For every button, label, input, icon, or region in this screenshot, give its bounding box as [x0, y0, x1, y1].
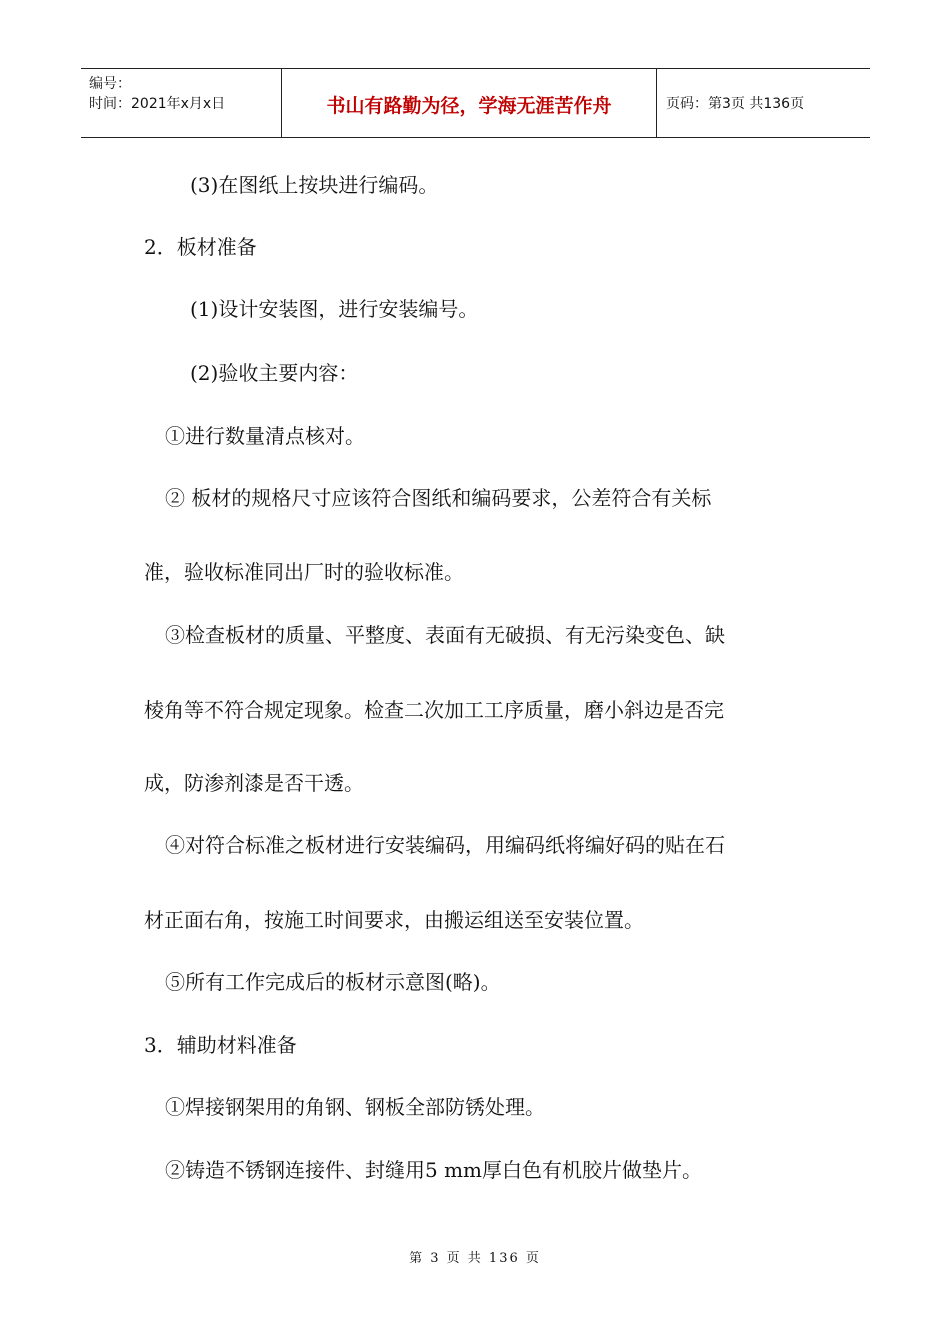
page-footer: 第 3 页 共 136 页	[409, 1251, 541, 1266]
header-page-info: 页码：第3页 共136页	[666, 96, 805, 112]
header-middle-cell	[281, 69, 657, 137]
body-line: 准，验收标准同出厂时的验收标准。	[144, 560, 464, 584]
section-heading: 3．辅助材料准备	[144, 1033, 297, 1057]
header-left-cell	[81, 69, 281, 137]
body-line: ②铸造不锈钢连接件、封缝用5 mm厚白色有机胶片做垫片。	[165, 1158, 703, 1182]
body-line: (2)验收主要内容：	[190, 361, 359, 385]
body-line: ①进行数量清点核对。	[165, 424, 365, 448]
body-line: ④对符合标准之板材进行安装编码，用编码纸将编好码的贴在石	[165, 833, 725, 857]
body-line: ⑤所有工作完成后的板材示意图(略)。	[165, 970, 501, 994]
body-line: ③检查板材的质量、平整度、表面有无破损、有无污染变色、缺	[165, 623, 725, 647]
body-line: 棱角等不符合规定现象。检查二次加工工序质量，磨小斜边是否完	[144, 698, 724, 722]
header-right-cell	[656, 69, 870, 137]
body-line: (3)在图纸上按块进行编码。	[190, 173, 439, 197]
document-number-label: 编号：	[89, 76, 131, 92]
body-line: ② 板材的规格尺寸应该符合图纸和编码要求，公差符合有关标	[165, 486, 712, 510]
section-heading: 2．板材准备	[144, 235, 257, 259]
document-time-label: 时间：2021年x月x日	[89, 96, 226, 112]
body-line: (1)设计安装图，进行安装编号。	[190, 297, 479, 321]
page-header	[81, 68, 870, 138]
body-line: ①焊接钢架用的角钢、钢板全部防锈处理。	[165, 1095, 545, 1119]
body-line: 成，防渗剂漆是否干透。	[144, 771, 364, 795]
body-line: 材正面右角，按施工时间要求，由搬运组送至安装位置。	[144, 908, 644, 932]
header-motto: 书山有路勤为径，学海无涯苦作舟	[326, 95, 612, 117]
